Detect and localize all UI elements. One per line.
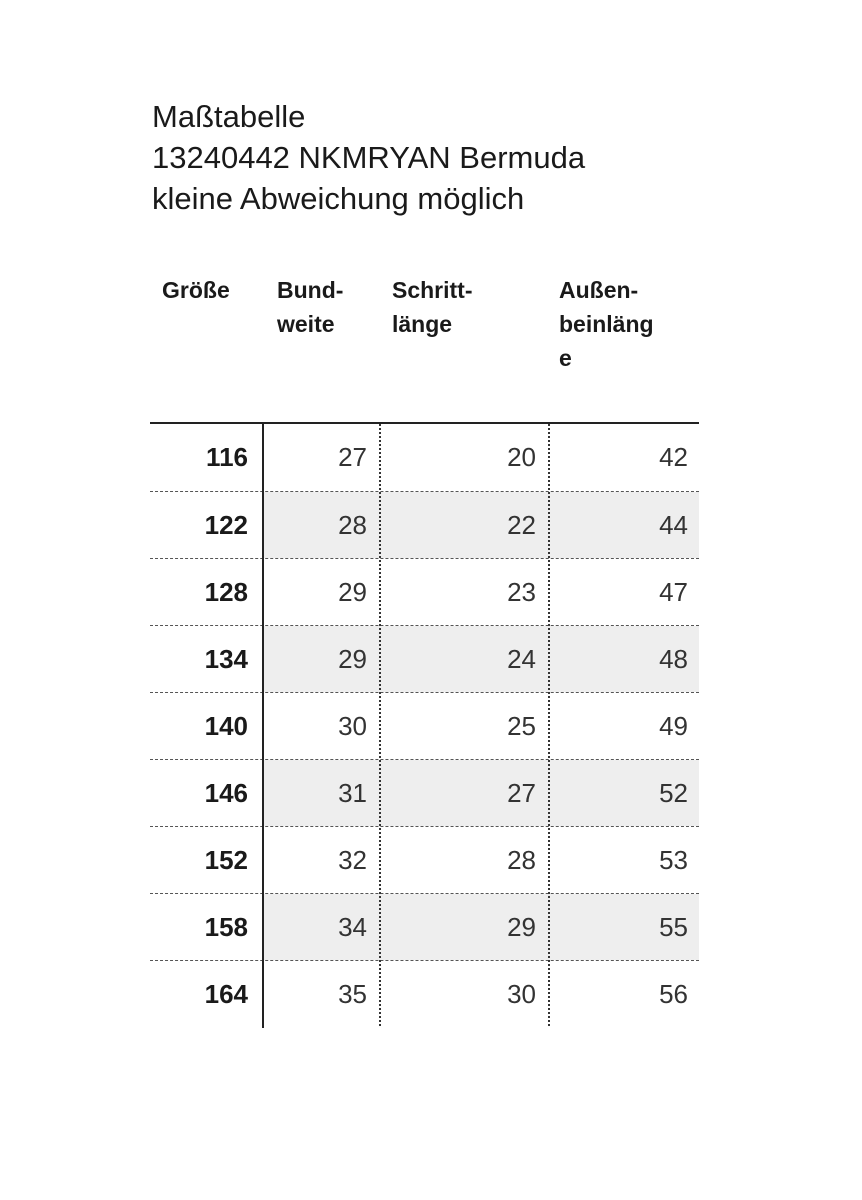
outseam-cell: 56: [659, 978, 688, 1009]
product-name: 13240442 NKMRYAN Bermuda: [152, 140, 586, 175]
table-row: [150, 558, 699, 625]
size-column-divider: [262, 422, 264, 1028]
outseam-cell: 49: [659, 710, 688, 741]
size-cell: 164: [204, 978, 248, 1009]
waist-cell: 34: [338, 911, 367, 942]
size-cell: 140: [204, 710, 248, 741]
header-outseam-line: beinläng: [559, 311, 654, 337]
header-size: [162, 273, 230, 307]
header-waist-line: weite: [277, 311, 335, 337]
waist-cell: 32: [338, 844, 367, 875]
inseam-cell: 30: [507, 978, 536, 1009]
table-row: [150, 491, 699, 558]
header-inseam-line: länge: [392, 311, 453, 337]
size-cell: 146: [204, 777, 248, 808]
inseam-cell: 29: [507, 911, 536, 942]
header-outseam-line: Außen-: [559, 277, 639, 303]
waist-cell: 29: [338, 576, 367, 607]
size-table-body: [150, 424, 699, 1027]
inseam-cell: 28: [507, 844, 536, 875]
tolerance-note: kleine Abweichung möglich: [152, 181, 525, 216]
inseam-cell: 24: [507, 643, 536, 674]
header-inseam: [392, 273, 473, 341]
size-cell: 128: [204, 576, 248, 607]
outseam-cell: 48: [659, 643, 688, 674]
size-cell: 122: [204, 509, 248, 540]
size-cell: 116: [206, 442, 248, 472]
inseam-cell: 27: [507, 777, 536, 808]
waist-cell: 35: [338, 978, 367, 1009]
inseam-cell: 25: [507, 710, 536, 741]
table-top-rule: [150, 422, 699, 424]
table-row: [150, 893, 699, 960]
outseam-cell: 42: [659, 442, 688, 472]
header-waist-line: Bund-: [277, 277, 344, 303]
table-row: [150, 424, 699, 491]
size-cell: 134: [204, 643, 248, 674]
page-title: Maßtabelle: [152, 99, 306, 134]
outseam-cell: 44: [659, 509, 688, 540]
waist-cell: 28: [338, 509, 367, 540]
table-row: [150, 625, 699, 692]
outseam-cell: 52: [659, 777, 688, 808]
inseam-cell: 23: [507, 576, 536, 607]
header-outseam: [559, 273, 654, 375]
header-outseam-line: e: [559, 345, 572, 371]
waist-cell: 31: [338, 777, 367, 808]
inseam-cell: 20: [507, 442, 536, 472]
outseam-cell: 53: [659, 844, 688, 875]
header-size-line: Größe: [162, 277, 230, 303]
header-inseam-line: Schritt-: [392, 277, 473, 303]
table-row: [150, 826, 699, 893]
header-waist: [277, 273, 343, 341]
title-block: [152, 96, 585, 219]
size-cell: 152: [204, 844, 248, 875]
table-row: [150, 960, 699, 1027]
column-divider-dotted: [548, 424, 550, 1026]
waist-cell: 27: [338, 442, 367, 472]
table-row: [150, 759, 699, 826]
column-divider-dotted: [379, 424, 381, 1026]
inseam-cell: 22: [507, 509, 536, 540]
outseam-cell: 47: [659, 576, 688, 607]
outseam-cell: 55: [659, 911, 688, 942]
waist-cell: 29: [338, 643, 367, 674]
size-cell: 158: [204, 911, 248, 942]
table-row: [150, 692, 699, 759]
waist-cell: 30: [338, 710, 367, 741]
